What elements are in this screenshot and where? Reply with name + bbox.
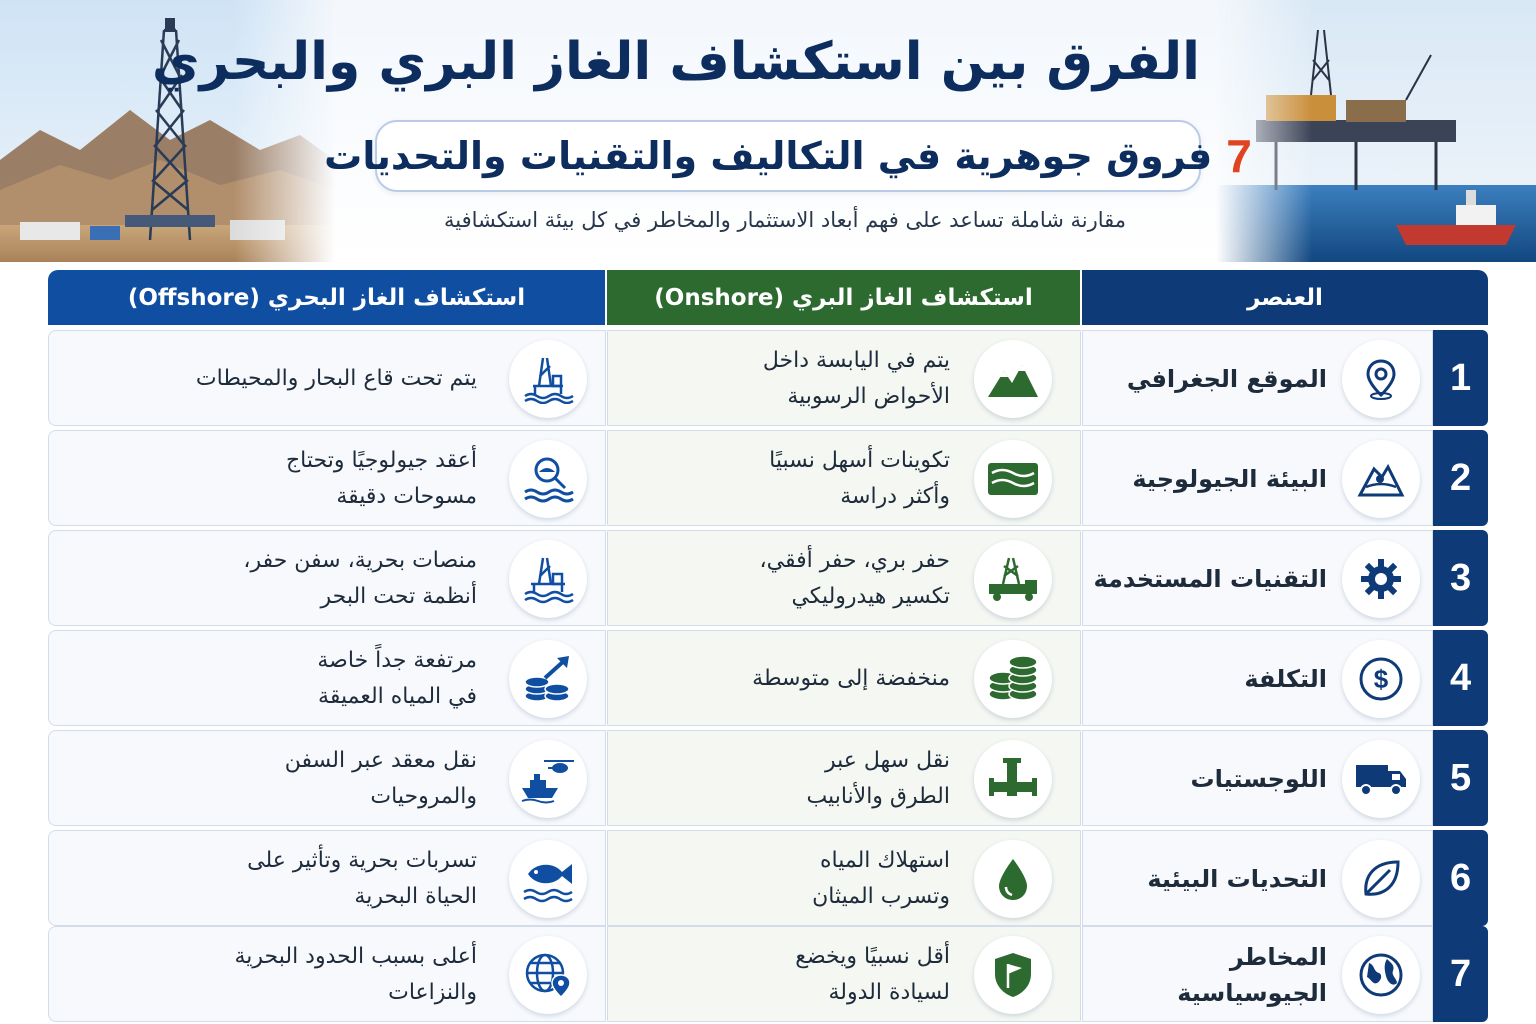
table-row [48,926,1488,1022]
row-number: 6 [1433,830,1488,926]
row-number: 4 [1433,630,1488,726]
column-header-element: العنصر [1082,270,1488,325]
column-header-offshore: استكشاف الغاز البحري (Offshore) [48,270,605,325]
onshore-text: أقل نسبيًا ويخضع لسيادة الدولة [795,944,950,1005]
onshore-cell [607,630,1081,726]
location-pin-icon [1342,340,1420,418]
offshore-cell [48,630,606,726]
subtitle-banner [324,120,1252,192]
element-cell [1082,730,1433,826]
coin-stacks-icon [974,640,1052,718]
onshore-cell [607,430,1081,526]
row-number: 7 [1433,926,1488,1022]
offshore-text: يتم تحت قاع البحار والمحيطات [195,366,477,391]
offshore-text: أعلى بسبب الحدود البحرية والنزاعات [234,944,477,1005]
underwater-survey-icon [509,440,587,518]
row-number: 5 [1433,730,1488,826]
globe-icon [1342,936,1420,1014]
table-row [48,830,1488,926]
element-label: التحديات البيئية [1147,865,1327,893]
onshore-cell [607,730,1081,826]
onshore-text: نقل سهل عبر الطرق والأنابيب [806,748,950,809]
element-label: اللوجستيات [1190,765,1327,793]
element-cell [1082,330,1433,426]
offshore-text: مرتفعة جداً خاصة في المياه العميقة [317,648,477,709]
onshore-text: تكوينات أسهل نسبيًا وأكثر دراسة [769,448,950,509]
element-cell [1082,530,1433,626]
tagline: مقارنة شاملة تساعد على فهم أبعاد الاستثمار والمخاطر في كل بيئة استكشافية [443,208,1127,232]
offshore-rig-icon [509,540,587,618]
row-number: 1 [1433,330,1488,426]
onshore-cell [607,926,1081,1022]
offshore-cell [48,730,606,826]
gear-icon [1342,540,1420,618]
offshore-cell [48,430,606,526]
mountains-icon [974,340,1052,418]
onshore-text: استهلاك المياه وتسرب الميثان [812,848,950,909]
fish-icon [509,840,587,918]
offshore-platform-photo [1216,0,1536,262]
drilling-truck-icon [974,540,1052,618]
element-label: التقنيات المستخدمة [1093,565,1327,593]
onshore-cell [607,830,1081,926]
element-label: المخاطر الجيوسياسية [1177,943,1327,1007]
element-label: البيئة الجيولوجية [1132,465,1327,493]
onshore-cell [607,530,1081,626]
element-label: الموقع الجغرافي [1126,365,1327,393]
page-title: الفرق بين استكشاف الغاز البري والبحري [151,32,1200,92]
water-drop-icon [974,840,1052,918]
column-header-onshore: استكشاف الغاز البري (Onshore) [607,270,1080,325]
rising-coins-icon [509,640,587,718]
rock-strata-icon [974,440,1052,518]
element-cell [1082,830,1433,926]
onshore-text: منخفضة إلى متوسطة [752,666,950,691]
onshore-text: حفر بري، حفر أفقي، تكسير هيدروليكي [759,548,950,609]
ship-helicopter-icon [509,740,587,818]
offshore-text: نقل معقد عبر السفن والمروحيات [284,748,477,809]
offshore-platform-icon [509,340,587,418]
subtitle-text: فروق جوهرية في التكاليف والتقنيات والتحديات [324,134,1213,178]
offshore-text: تسربات بحرية وتأثير على الحياة البحرية [247,848,477,909]
shield-flag-icon [974,936,1052,1014]
element-label: التكلفة [1244,665,1327,693]
table-row [48,430,1488,526]
row-number: 2 [1433,430,1488,526]
offshore-cell [48,530,606,626]
table-row [48,730,1488,826]
onshore-cell [607,330,1081,426]
subtitle-number: 7 [1226,130,1252,182]
comparison-table-header [48,270,1488,325]
table-row [48,630,1488,726]
offshore-text: منصات بحرية، سفن حفر، أنظمة تحت البحر [243,548,477,609]
leaf-icon [1342,840,1420,918]
pipeline-icon [974,740,1052,818]
globe-pin-icon [509,936,587,1014]
element-cell [1082,926,1433,1022]
offshore-cell [48,926,606,1022]
svg-text:$: $ [1373,664,1389,694]
table-row [48,530,1488,626]
offshore-cell [48,830,606,926]
header-banner [0,0,1536,262]
element-cell [1082,430,1433,526]
element-cell [1082,630,1433,726]
onshore-text: يتم في اليابسة داخل الأحواض الرسوبية [762,348,950,409]
geology-layers-icon [1342,440,1420,518]
truck-icon [1342,740,1420,818]
row-number: 3 [1433,530,1488,626]
offshore-text: أعقد جيولوجيًا وتحتاج مسوحات دقيقة [285,448,477,509]
table-row [48,330,1488,426]
dollar-icon [1342,640,1420,718]
offshore-cell [48,330,606,426]
